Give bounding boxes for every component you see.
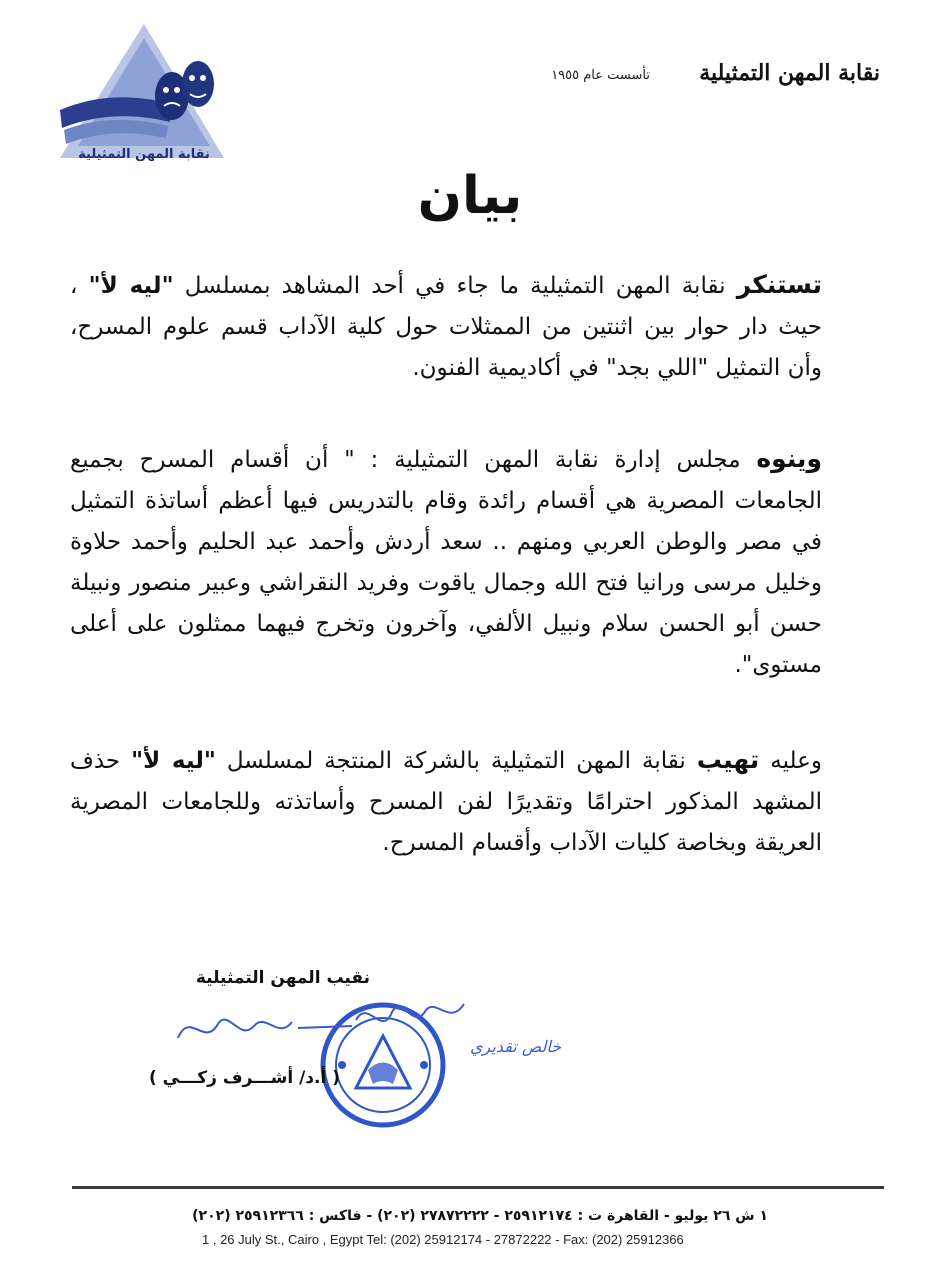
paragraph-prefix: وعليه xyxy=(759,748,823,774)
paragraph-text: حذف المشهد المذكور احترامًا وتقديرًا لفن المسرح وأساتذته وللجامعات المصرية العريقة وبخاصة كليات الآداب وأقسام المسرح. xyxy=(70,748,822,856)
letterhead-name: نقابة المهن التمثيلية xyxy=(699,60,880,86)
paragraph-lead: تهيب xyxy=(696,745,760,774)
paragraph-condemnation xyxy=(70,264,822,389)
paragraph-appeal xyxy=(70,739,822,864)
paragraph-lead: وينوه xyxy=(756,444,822,473)
paragraph-text: نقابة المهن التمثيلية بالشركة المنتجة لمسلسل xyxy=(215,748,697,774)
document-title: بيان xyxy=(417,166,523,226)
signature-handwriting: خالص تقديري xyxy=(470,1037,562,1056)
paragraph-text: ، حيث دار حوار بين اثنتين من الممثلات حول كلية الآداب قسم علوم المسرح، وأن التمثيل "اللي بجد" في أكاديمية الفنون. xyxy=(70,273,822,381)
paragraph-board-note xyxy=(70,438,822,686)
signatory-name: ( أ.د/ أشـــرف زكـــي ) xyxy=(148,1068,340,1088)
paragraph-lead: تستنكر xyxy=(736,270,823,299)
syndicate-logo xyxy=(52,18,230,163)
logo-caption: نقابة المهن التمثيلية xyxy=(78,147,210,162)
letterhead-founded: تأسست عام ١٩٥٥ xyxy=(551,68,650,83)
footer-address-arabic: ١ ش ٢٦ يوليو - القاهرة ت : ٢٥٩١٢١٧٤ - ٢٧٨٧٢٢٢٢ (٢٠٢) - فاكس : ٢٥٩١٢٣٦٦ (٢٠٢) xyxy=(192,1208,768,1224)
footer-address-english: 1 , 26 July St., Cairo , Egypt Tel: (202) 25912174 - 27872222 - Fax: (202) 25912366 xyxy=(202,1232,684,1247)
series-name: "ليه لأ" xyxy=(88,273,174,299)
signatory-title: نقيب المهن التمثيلية xyxy=(195,968,370,988)
paragraph-text: مجلس إدارة نقابة المهن التمثيلية : " أن أقسام المسرح بجميع الجامعات المصرية هي أقسام رائدة وقام بالتدريس فيها أعظم أساتذة التمثيل في مصر والوطن العربي ومنهم .. سعد أردش وأحمد عبد الحليم وأحمد حلاوة وخليل مرسى ورانيا فتح الله وجمال ياقوت وفريد النقراشي وعبير منصور ونبيلة حسن أبو الحسن سلام ونبيل الألفي، وآخرون وتخرج فيهما ممثلون على أعلى مستوى". xyxy=(70,447,822,678)
series-name: "ليه لأ" xyxy=(131,748,216,774)
handwritten-signature xyxy=(170,990,562,1060)
footer-divider xyxy=(72,1186,884,1189)
paragraph-text: نقابة المهن التمثيلية ما جاء في أحد المشاهد بمسلسل xyxy=(173,273,737,299)
